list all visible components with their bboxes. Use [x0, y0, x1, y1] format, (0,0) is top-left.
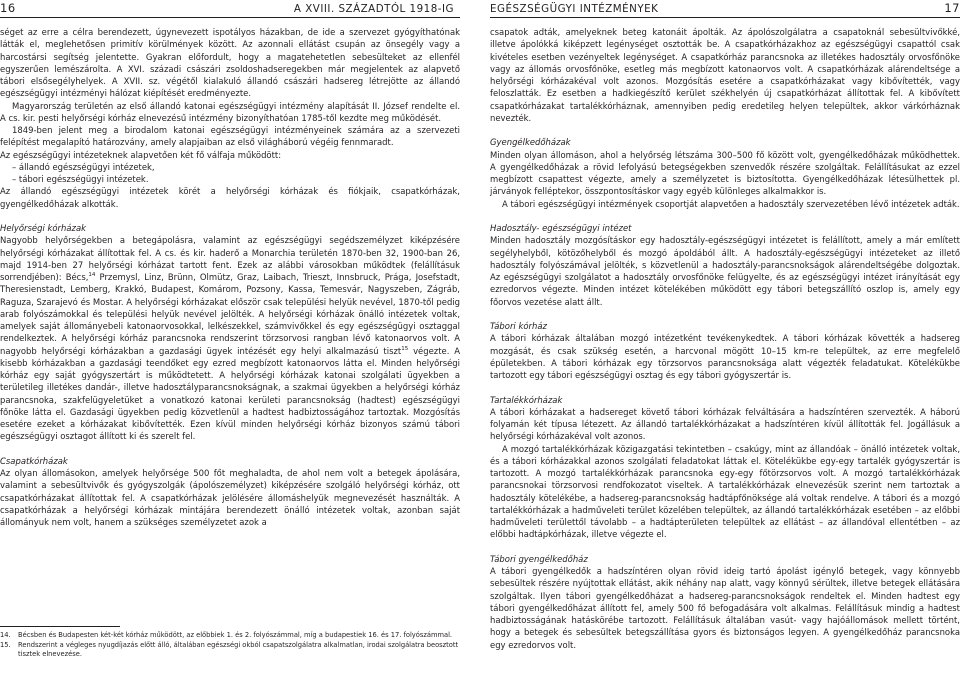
- right-body-text: [490, 26, 960, 651]
- paragraph: Az olyan állomásokon, amelyek helyőrsége 500 főt meghaladta, de ahol nem volt a betegek ápolására, valamint a sebesültvivők és gyógyszolgák (ápolószemélyzet) kiképzésére szolgáló helyőrségi kórház, ott csapatkórházakat állítottak fel. A csapatkórházak jelölésére állomáshelyük megnevezését használták. A csapatkórházak a helyőrségi kórházak mintájára berendezett önálló intézetek voltak, azonban saját állományuk nem volt, hanem a szükséges személyzetet azok a: [0, 468, 460, 527]
- footnote: [0, 641, 460, 660]
- paragraph: 1849-ben jelent meg a birodalom katonai egészségügyi intézményeinek számára az a szervezeti felépítést megalapító határozvány, amely alapjaiban az első világháború végéig fennmaradt.: [0, 125, 460, 148]
- left-page-number: 16: [0, 1, 16, 15]
- list-item: – állandó egészségügyi intézetek,: [12, 161, 155, 172]
- left-running-header: [0, 0, 460, 18]
- section-heading: Tábori gyengélkedőház: [490, 553, 588, 564]
- footnote-number: 14.: [0, 631, 11, 639]
- paragraph: A tábori kórházakat a hadsereget követő tábori kórházak felváltására a hadszíntéren szervezték. A háború folyamán két típusa létezett. Az állandó tartalékkórházakat a hadszíntéren kívül állították fel. Jogállásuk a helyőrségi kórházakéval volt azonos.: [490, 406, 960, 442]
- footnote-number: 15.: [0, 640, 11, 649]
- paragraph: A tábori kórházak általában mozgó intézetként tevékenykedtek. A tábori kórházak követték a hadsereg mozgását, és csak szükség esetén, a harcvonal mögött 10–15 km-re települtek, az erre megfelelő épületekben. A tábori kórházak egy törzsorvos parancsnoksága alatt végezték feladatukat. Kötelékükbe tartozott egy tábori egészségügyi osztag és egy tábori gyógyszertár is.: [490, 333, 960, 380]
- footnote: [0, 631, 460, 641]
- paragraph: A mozgó tartalékkórházak közigazgatási tekintetben – csakúgy, mint az állandóak – önálló intézetek voltak, és a tábori kórházakkal azonos szolgálati feladatokat láttak el. Kötelékükbe egy-egy tartalék gyógyszertár is tartozott. A mozgó tartalékkórházak parancsnoka egy-egy főtörzsorvos volt. A mozgó tartalékkórházak parancsnokai törzsorvosi rendfokozatot viseltek. A tartalékkórházak elnevezésük szerint nem tartoztak a hadosztály kötelékébe, a hadsereg-parancsnokság hadtápfőnöksége alá voltak rendelve. A tábori és a mozgó tartalékkórházak a hadműveleti terület közelében települtek, az állandó tartalékkórházak esetében – az előbbi hadműveleti területtől távolabb – a hadtápterületen települtek az ellátást – az állandóval ellentétben – az előbbi hadtápkórházak, illetve végezte el.: [490, 443, 960, 540]
- section-heading: Gyengélkedőházak: [490, 137, 571, 148]
- paragraph-text: Nagyobb helyőrségekben a betegápolásra, valamint az egészségügyi segédszemélyzet kiképzésére helyőrségi kórházakat állítottak fel. A cs. és kir. haderő a Monarchia területén 1870-ben 32, 1900-ban 26, majd 1914-ben 27 helyőrségi kórházat tartott fent. Ezek az alábbi városokban működtek (felállításuk sorrendjében): Bécs,: [0, 235, 460, 282]
- paragraph: csapatok adták, amelyeknek beteg katonáit ápolták. Az ápolószolgálatra a csapatoknál sebesültvivőkké, illetve ápolókká kiképzett legénységet osztották be. A csapatkórházakhoz az egészségügyi csapattól csak kivételes esetben vezényeltek legénységet. A csapatkórház parancsnoka az illetékes hadosztály orvosfőnöke vagy az állomás orvosfőnöke, esetleg más megbízott katonaorvos volt. A csapatkórházak alárendeltsége a helyőrségi kórházakéval volt azonos. Mozgósítás esetére a csapatkórházakat vagy kibővítették, vagy feloszlatták. Ez esetben a hadkiegészítő kerület székhelyén új csapatkórházat állítottak fel. A kibővített csapatkórházakat tartalékkórháznak, amennyiben pedig eredetileg helyen települtek, akkor várkórháznak nevezték.: [490, 27, 960, 123]
- paragraph: Magyarország területén az első állandó katonai egészségügyi intézmény alapítását II. József rendelte el. A cs. kir. pesti helyőrségi kórház elnevezésű intézmény bizonyíthatóan 1785-től kezdte meg működését.: [0, 100, 460, 123]
- footnote-rule: [0, 626, 120, 627]
- paragraph: Minden olyan állomáson, ahol a helyőrség létszáma 300–500 fő között volt, gyengélkedőházak működhettek. A gyengélkedőházak a rövid lefolyású betegségekben szenvedők részére szolgáltak. Felállításukat az ezzel megbízott csapattest végezte, amely a személyzetet is biztosította. Gyengélkedőházak létesülhettek pl. járványok felléptekor, összpontosításkor vagy egyéb különleges alkalmakkor is.: [490, 149, 960, 197]
- paragraph: A tábori gyengélkedők a hadszíntéren olyan rövid ideig tartó ápolást igénylő betegek, vagy könnyebb sebesültek részére nyújtottak ellátást, akik néhány nap alatt, vagy könnyű sérültek, illetve betegek ellátására szolgáltak. Ilyen tábori gyengélkedőházat a hadsereg-parancsnokságok rendeltek el. Minden hadtest egy tábori gyengélkedőházat állított fel, amely 500 fő befogadására volt alkalmas. Felállításuk mindig a hadtest hadbiztosságának hatáskörébe tartozott. Felállításuk általában vasút- vagy hajóállomások mellett történt, hogy a betegek és sebesültek betegszállítása gyors és biztonságos legyen. A gyengélkedőház parancsnoka egy ezredorvos volt.: [490, 566, 960, 650]
- section-heading: Hadosztály- egészségügyi intézet: [490, 223, 632, 233]
- paragraph-text: végezte. A kisebb kórházakban a gazdasági teendőket egy ezred megbízott katonaorvos látta el. Minden helyőrségi kórház egy saját gyógyszertárt is működtetett. A helyőrségi kórházak katonai szolgálati ügyekben a területileg illetékes dandár-, illetve hadosztályparancsnokságnak, a szakmai ügyekben a helyőrségi kórház parancsnoka, szakfelügyeletüket a vonatkozó katonai kerületi parancsnokság (hadtest) egészségügyi főnöke látta el. Gazdasági ügyekben pedig közvetlenül a hadtest hadbiztosságához tartoztak. Mozgósítás esetére ezeket a kórházakat kibővítették. Ezen kívül minden helyőrségi kórház bizonyos számú tábori egészségügyi osztagot állított ki és szerelt fel.: [0, 345, 461, 442]
- footnote-mark: 14: [88, 272, 96, 279]
- left-body-text: [0, 26, 460, 528]
- paragraph: Az állandó egészségügyi intézetek körét a helyőrségi kórházak és fiókjaik, csapatkórházak, gyengélkedőházak alkották.: [0, 186, 460, 209]
- right-page-number: 17: [944, 1, 960, 15]
- section-heading: Tartalékkórházak: [490, 394, 563, 405]
- paragraph: séget az erre a célra berendezett, úgynevezett ispotályos házakban, de ide a szervezet gyógyíthatónak látták el, meglehetősen primitív körülmények között. Az azonnali ellátást csupán az önsegély vagy a harcostársi segítség jelentette. Gyakran előfordult, hogy a magatehetetlen sebesülteket az ellenfél egyszerűen lemészárolta. A XVI. századi császári zsoldoshadseregekben már megjelentek az alapvető tábori elsősegélyhelyek. A XVII. sz. végétől kialakuló állandó császári hadsereg létrejötte az állandó egészségügyi intézményi hálózat kiépítését eredményezte.: [0, 27, 460, 99]
- right-page: [490, 0, 960, 674]
- footnote-text: Rendszerint a végleges nyugdíjazás előtt álló, általában egészségi okból csapatszolgálatra alkalmatlan, irodai szolgálatra beosztott tisztek elnevezése.: [18, 640, 459, 658]
- footnotes: [0, 626, 460, 660]
- section-heading: Csapatkórházak: [0, 455, 68, 466]
- right-running-header: [490, 0, 960, 18]
- paragraph: Az egészségügyi intézeteknek alapvetően két fő válfaja működött:: [0, 149, 282, 160]
- left-running-title: A XVIII. SZÁZADTÓL 1918-IG: [293, 3, 454, 15]
- paragraph: A tábori egészségügyi intézmények csoportját alapvetően a hadosztály szervezetében lévő intézetek adták.: [502, 198, 960, 209]
- right-running-title: EGÉSZSÉGÜGYI INTÉZMÉNYEK: [490, 3, 659, 15]
- list-item: – tábori egészségügyi intézetek.: [12, 174, 149, 184]
- paragraph-text: Przemysl, Linz, Brünn, Olmütz, Graz, Laibach, Trieszt, Innsbruck, Prága, Josefstadt, Theresienstadt, Lemberg, Krakkó, Budapest, Komárom, Pozsony, Kassa, Temesvár, Nagyszeben, Zágráb, Raguza, Szarajevó és Mostar. A helyőrségi kórházakat először csak települési helyük nevével, 1870-től pedig arab folyószámokkal és települési helyük nevével jelölték. A helyőrségi kórházak önálló intézetek voltak, amelyek saját állományebeli katonaorvosokkal, lelkészekkel, számvivőkkel és egy egészségügyi osztaggal rendelkeztek. A helyőrségi kórház parancsnoka rendszerint törzsorvosi rangban lévő katonaorvos volt. A nagyobb helyőrségi kórházakban a gazdasági ügyek intézését egy helyi alkalmazású tiszt: [0, 272, 460, 356]
- paragraph: [0, 234, 460, 442]
- footnote-mark: 15: [401, 345, 409, 352]
- section-heading: Helyőrségi kórházak: [0, 223, 86, 233]
- paragraph: Minden hadosztály mozgósításkor egy hadosztály-egészségügyi intézetet is felállított, amely a már említett segélyhelyből, kötözőhelyből és mozgó ápoldából állt. A hadosztály-egészségügyi intézeteket az illető hadosztály folyószámával jelölték, s közvetlenül a hadosztály-parancsnokságok alárendeltségébe dolgoztak. Az egészségügyi szolgálatot a hadosztály orvosfőnöke felügyelte, és az egészségügyi intézet irányítását egy ezredorvos végezte. Minden intézet kötelékében működött egy tábori betegszállító oszlop is, amely egy főorvos vezetése alatt állt.: [490, 235, 960, 307]
- footnote-text: Bécsben és Budapesten két-két kórház működött, az előbbiek 1. és 2. folyószámmal, míg a budapestiek 16. és 17. folyószámmal.: [18, 631, 453, 639]
- section-heading: Tábori kórház: [490, 321, 547, 331]
- left-page: [0, 0, 470, 674]
